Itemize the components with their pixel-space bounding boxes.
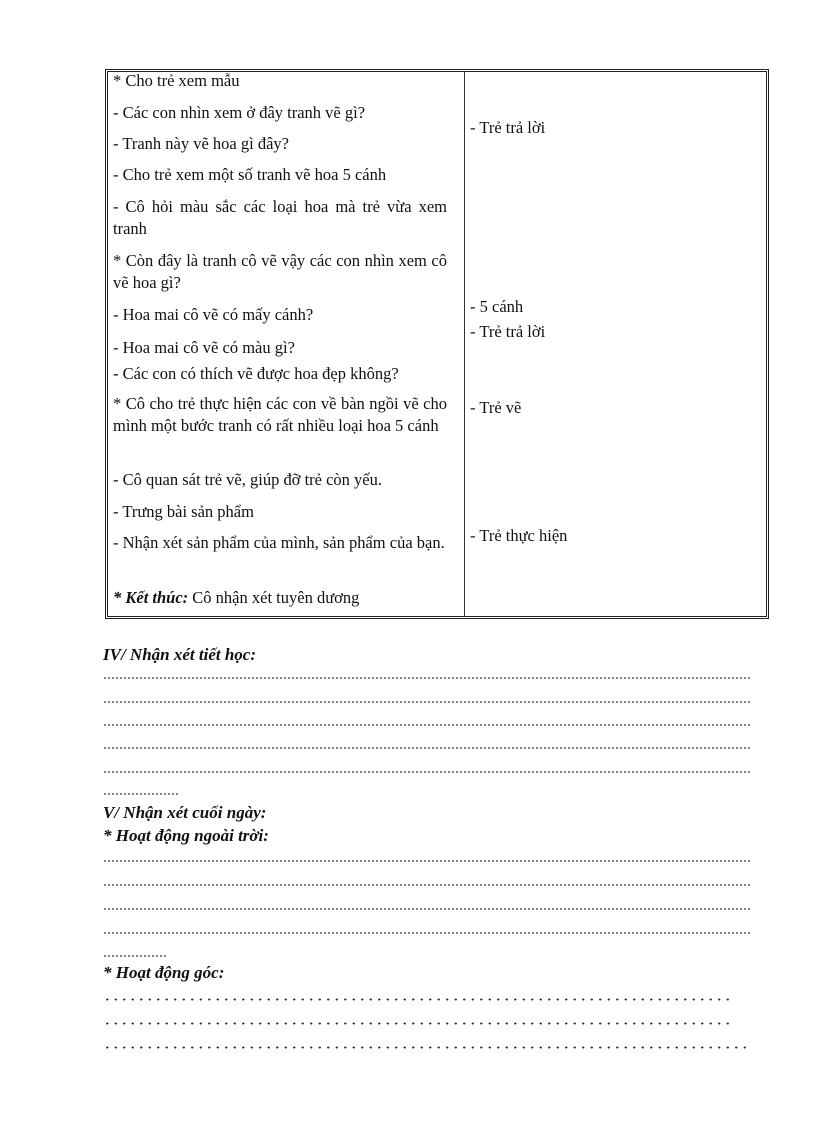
table-row: - Các con nhìn xem ở đây tranh vẽ gì? xyxy=(113,103,366,122)
response-item: - Trẻ thực hiện xyxy=(470,526,568,545)
table-row: - Cô quan sát trẻ vẽ, giúp đỡ trẻ còn yếu. xyxy=(113,470,382,489)
corner-activity-title: * Hoạt động góc: xyxy=(103,963,225,982)
dotted-line xyxy=(103,771,750,773)
table-row: - Tranh này vẽ hoa gì đây? xyxy=(113,134,289,153)
dotted-line xyxy=(103,998,735,1001)
table-row: * Còn đây là tranh cô vẽ vậy các con nhìn xem cô vẽ hoa gì? xyxy=(113,251,447,292)
closing-row xyxy=(113,587,359,609)
response-item: - 5 cánh xyxy=(470,297,524,316)
table-column-divider xyxy=(464,72,465,616)
table-row: - Trưng bài sản phẩm xyxy=(113,502,254,521)
table-row: - Cho trẻ xem một số tranh vẽ hoa 5 cánh xyxy=(113,165,387,184)
closing-label: * Kết thúc: xyxy=(113,588,189,607)
dotted-line xyxy=(103,747,750,749)
table-row: - Các con có thích vẽ được hoa đẹp không? xyxy=(113,364,399,383)
section-v-title: V/ Nhận xét cuối ngày: xyxy=(103,803,267,822)
dotted-line xyxy=(103,701,750,703)
dotted-line xyxy=(103,1022,735,1025)
dotted-line xyxy=(103,955,167,957)
section-iv-title: IV/ Nhận xét tiết học: xyxy=(103,645,257,664)
dotted-line xyxy=(103,677,750,679)
table-row: - Hoa mai cô vẽ có màu gì? xyxy=(113,338,295,357)
table-row: * Cho trẻ xem mẫu xyxy=(113,71,240,90)
dotted-line xyxy=(103,793,180,795)
closing-text: Cô nhận xét tuyên dương xyxy=(192,588,360,607)
table-row: - Hoa mai cô vẽ có mấy cánh? xyxy=(113,305,314,324)
dotted-line xyxy=(103,860,750,862)
table-row: - Nhận xét sản phẩm của mình, sản phẩm của bạn. xyxy=(113,533,445,552)
dotted-line xyxy=(103,932,750,934)
table-row: - Cô hỏi màu sắc các loại hoa mà trẻ vừa xem tranh xyxy=(113,197,447,238)
table-row: * Cô cho trẻ thực hiện các con về bàn ngồi vẽ cho mình một bước tranh có rất nhiều loại hoa 5 cánh xyxy=(113,394,447,435)
dotted-line xyxy=(103,908,750,910)
dotted-line xyxy=(103,1046,749,1049)
response-item: - Trẻ vẽ xyxy=(470,398,522,417)
dotted-line xyxy=(103,884,750,886)
response-item: - Trẻ trả lời xyxy=(470,322,546,341)
response-item: - Trẻ trả lời xyxy=(470,118,546,137)
outdoor-activity-title: * Hoạt động ngoài trời: xyxy=(103,826,269,845)
dotted-line xyxy=(103,724,750,726)
